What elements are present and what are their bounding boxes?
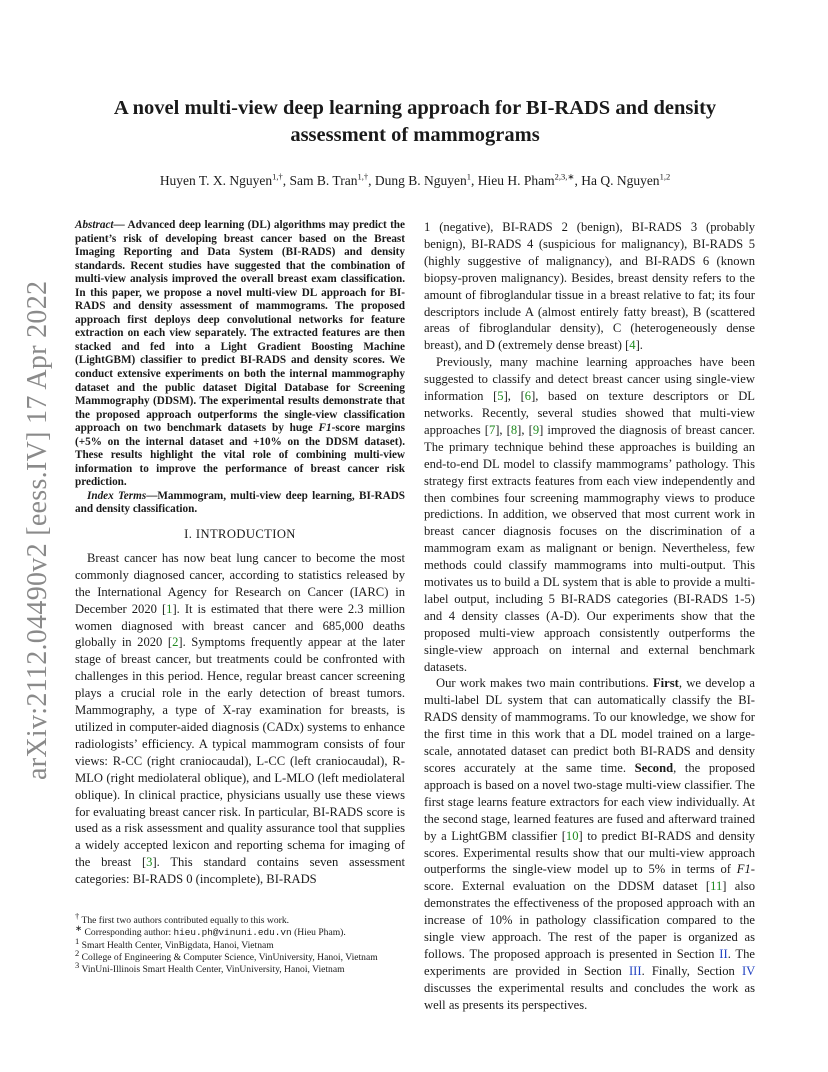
- corresponding-email[interactable]: hieu.ph@vinuni.edu.vn: [173, 927, 292, 939]
- citation-link[interactable]: 10: [565, 828, 579, 843]
- abstract-label: Abstract: [75, 219, 114, 231]
- right-column: [424, 219, 755, 1014]
- author-name: Ha Q. Nguyen: [581, 173, 660, 188]
- citation-link[interactable]: 9: [532, 422, 540, 437]
- author-name: Hieu H. Pham: [477, 173, 555, 188]
- author-name: Dung B. Nguyen: [374, 173, 467, 188]
- arxiv-identifier-stamp: arXiv:2112.04490v2 [eess.IV] 17 Apr 2022: [22, 280, 53, 780]
- intro-paragraph: Breast cancer has now beat lung cancer to become the most commonly diagnosed cancer, according to statistics released by the International Agency for Research on Cancer (IARC) in December 2020 [1]. It is estimated that there were 2.3 million women diagnosed with breast cancer and 685,000 deaths globally in 2020 [2]. Symptoms frequently appear at the later stage of breast cancer, but treatments could be confronted with challenges in this period. Hence, regular breast cancer screening plays a crucial role in the early detection of breast tumors. Mammography, a type of X-ray examination for breasts, is utilized in computer-aided diagnosis (CADx) systems to enhance radiologists’ efficiency. A typical mammogram consists of four views: R-CC (right craniocaudal), L-CC (left craniocaudal), R-MLO (right mediolateral oblique), and L-MLO (left mediolateral oblique). In clinical practice, physicians usually use these views for evaluating breast cancer risk. In particular, BI-RADS score is used as a risk assessment and quality assurance tool that supplies a widely accepted lexicon and reporting schema for imaging of the breast [3]. This standard contains seven assessment categories: BI-RADS 0 (incomplete), BI-RADS: [75, 550, 405, 887]
- section-heading-introduction: I. INTRODUCTION: [184, 527, 296, 542]
- author-affiliation-mark: 2,3,∗: [554, 171, 575, 182]
- author-affiliation-mark: 1,†: [357, 171, 369, 182]
- left-column: [75, 219, 405, 888]
- author-affiliation-mark: 1,2: [659, 171, 671, 182]
- author-name: Sam B. Tran: [289, 173, 358, 188]
- footnote: † The first two authors contributed equally to this work.: [75, 910, 290, 926]
- author-affiliation-mark: 1: [466, 171, 471, 182]
- section-link[interactable]: III: [628, 963, 642, 978]
- author-affiliation-mark: 1,†: [272, 171, 283, 182]
- citation-link[interactable]: 11: [710, 879, 723, 894]
- citation-link[interactable]: 7: [488, 422, 496, 437]
- citation-link[interactable]: 8: [510, 422, 518, 437]
- author-name: Huyen T. X. Nguyen: [159, 173, 273, 188]
- author-list: Huyen T. X. Nguyen$^{1,\dagger}$, Sam B. Tran$^{1,\dagger}$, Dung B. Nguyen$^1$, Hieu H. Pham$^{2,3,∗}$, Ha Q. Nguyen$^{1,2}$: [159, 171, 671, 188]
- citation-link[interactable]: 6: [524, 389, 532, 404]
- citation-link[interactable]: 1: [166, 601, 173, 616]
- footnotes: [75, 910, 405, 976]
- footnote: $^1$ Smart Health Center, VinBigdata, Hanoi, Vietnam: [75, 935, 274, 951]
- footnote: ∗ Corresponding author: hieu.ph@vinuni.edu.vn (Hieu Pham).: [75, 923, 346, 939]
- section-link[interactable]: II: [719, 946, 728, 961]
- intro-paragraph: 1 (negative), BI-RADS 2 (benign), BI-RADS 3 (probably benign), BI-RADS 4 (suspicious for malignancy), BI-RADS 5 (highly suggestive of malignancy), and BI-RADS 6 (known biopsy-proven malignancy). Besides, breast density refers to the amount of fibroglandular tissue in a breast relative to fat; its four descriptors include A (almost entirely fatty breast), B (scattered areas of fibroglandular density), C (heterogeneously dense breast), and D (extremely dense breast) [4].: [424, 220, 755, 353]
- intro-paragraph: Previously, many machine learning approaches have been suggested to classify and detect breast cancer using single-view information [5], [6], based on texture descriptors or DL networks. Recently, several studies showed that multi-view approaches [7], [8], [9] improved the diagnosis of breast cancer. The primary technique behind these approaches is building an end-to-end DL model to classify mammograms’ pathology. This strategy first extracts features from each view independently and then combines four screening mammography views to produce predictions. In addition, we observed that most current work in breast cancer diagnosis focuses on the discrimination of a mammogram exam as malignant or benign. Nevertheless, few methods could classify mammograms into multi-output. This motivates us to build a DL system that is able to provide a multi-label output, including 5 BI-RADS categories (BI-RADS 1-5) and 4 density classes (A-D). Our experiments show that the proposed multi-view approach consistently outperforms the single-view approach on internal and external benchmark datasets.: [424, 355, 755, 674]
- section-link[interactable]: IV: [741, 963, 755, 978]
- citation-link[interactable]: 3: [146, 855, 153, 870]
- abstract-text: Advanced deep learning (DL) algorithms may predict the patient’s risk of developing breast cancer based on the Breast Imaging Reporting and Data System (BI-RADS) and density standards. Recent studies have suggested that the combination of multi-view analysis improved the overall breast exam classification. In this paper, we propose a novel multi-view DL approach for BI-RADS and density assessment of mammograms. The proposed approach first deploys deep convolutional networks for feature extraction on each view separately. The extracted features are then stacked and fed into a Light Gradient Boosting Machine (LightGBM) classifier to predict BI-RADS and density scores. We conduct extensive experiments on both the internal mammography dataset and the public dataset Digital Database for Screening Mammography (DDSM). The experimental results demonstrate that the proposed approach outperforms the single-view classification approach on two benchmark datasets by huge: [75, 219, 405, 435]
- abstract: Abstract— Advanced deep learning (DL) algorithms may predict the patient’s risk of developing breast cancer based on the Breast Imaging Reporting and Data System (BI-RADS) and density standards. Recent studies have suggested that the combination of multi-view analysis improved the overall breast exam classification. In this paper, we propose a novel multi-view DL approach for BI-RADS and density assessment of mammograms. The proposed approach first deploys deep convolutional networks for feature extraction on each view separately. The extracted features are then stacked and fed into a Light Gradient Boosting Machine (LightGBM) classifier to predict BI-RADS and density scores. We conduct extensive experiments on both the internal mammography dataset and the public dataset Digital Database for Screening Mammography (DDSM). The experimental results demonstrate that the proposed approach outperforms the single-view classification approach on two benchmark datasets by huge F1-score margins (+5% on the internal dataset and +10% on the DDSM dataset). These results highlight the vital role of combining multi-view information to improve the performance of breast cancer risk prediction.: [75, 219, 405, 489]
- intro-paragraph: Our work makes two main contributions. First, we develop a multi-label DL system that can automatically classify the BI-RADS density of mammograms. To our knowledge, we show for the first time in this work that a DL model trained on a large-scale, annotated dataset can predict both BI-RADS and density scores accurately at the same time. Second, the proposed approach is based on a novel two-stage multi-view classifier. The first stage learns feature extractors for each view individually. At the second stage, learned features are fused and afterward trained by a LightGBM classifier [10] to predict BI-RADS and density scores. Experimental results show that our multi-view approach outperforms the single-view model up to 5% in terms of F1-score. External evaluation on the DDSM dataset [11] also demonstrates the effectiveness of the proposed approach with an increase of 10% in pathology classification compared to the single view approach. The rest of the paper is organized as follows. The proposed approach is presented in Section II. The experiments are provided in Section III. Finally, Section IV discusses the experimental results and concludes the work as well as presents its perspectives.: [424, 676, 756, 1012]
- paper-title: A novel multi-view deep learning approach for BI-RADS and density assessment of mammograms: [113, 97, 717, 146]
- index-terms: Index Terms—Mammogram, multi-view deep learning, BI-RADS and density classification.: [75, 489, 405, 516]
- index-terms-label: Index Terms: [87, 489, 147, 502]
- footnote: $^2$ College of Engineering & Computer Science, VinUniversity, Hanoi, Vietnam: [75, 947, 378, 963]
- footnote: $^3$ VinUni-Illinois Smart Health Center, VinUniversity, Hanoi, Vietnam: [75, 960, 345, 976]
- citation-link[interactable]: 4: [629, 338, 636, 353]
- citation-link[interactable]: 2: [172, 635, 179, 650]
- citation-link[interactable]: 5: [497, 389, 504, 404]
